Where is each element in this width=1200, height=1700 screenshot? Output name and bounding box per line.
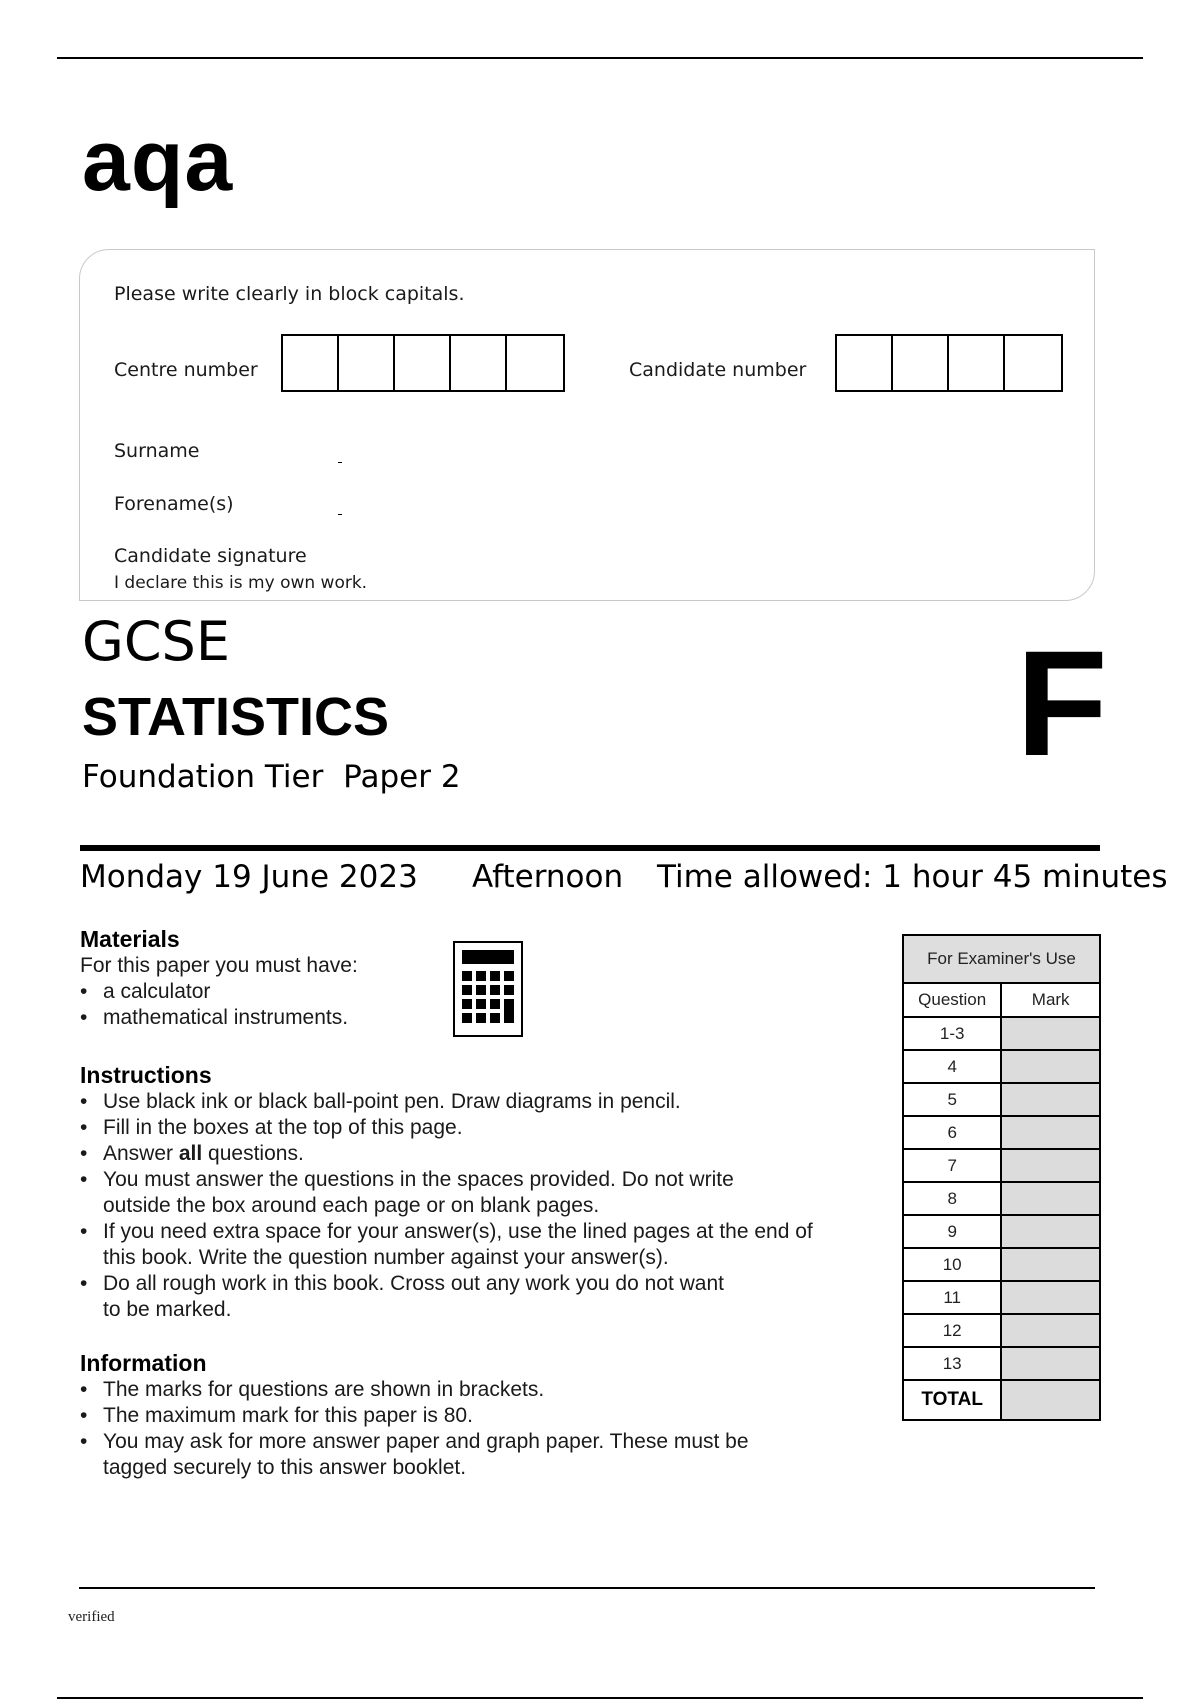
mark-cell[interactable]	[1001, 1017, 1100, 1050]
time-allowed: Time allowed: 1 hour 45 minutes	[657, 859, 1168, 895]
list-item: • If you need extra space for your answer(s), use the lined pages at the end of this book. Write the question number against your answer(s).	[80, 1219, 813, 1271]
mark-column-header: Mark	[1001, 983, 1100, 1017]
centre-digit-box[interactable]	[283, 336, 339, 390]
forename-field[interactable]	[338, 514, 342, 515]
top-rule	[57, 57, 1143, 59]
table-row	[903, 1347, 1100, 1380]
centre-digit-box[interactable]	[507, 336, 563, 390]
list-item: • Fill in the boxes at the top of this page.	[80, 1115, 813, 1141]
table-row	[903, 1314, 1100, 1347]
list-item: • You may ask for more answer paper and graph paper. These must be tagged securely to this answer booklet.	[80, 1429, 749, 1481]
table-row	[903, 1116, 1100, 1149]
candidate-digit-box[interactable]	[1005, 336, 1061, 390]
mark-cell[interactable]	[1001, 1281, 1100, 1314]
bottom-rule	[57, 1697, 1143, 1699]
mark-cell[interactable]	[1001, 1116, 1100, 1149]
list-item: • You must answer the questions in the spaces provided. Do not write outside the box around each page or on blank pages.	[80, 1167, 813, 1219]
list-item: • Use black ink or black ball-point pen. Draw diagrams in pencil.	[80, 1089, 813, 1115]
list-item: • a calculator	[80, 979, 348, 1005]
table-row	[903, 1182, 1100, 1215]
table-row	[903, 1050, 1100, 1083]
table-row	[903, 1149, 1100, 1182]
qualification-title: GCSE	[82, 610, 230, 673]
verified-watermark: verified	[68, 1609, 115, 1625]
tier-paper	[82, 759, 461, 795]
centre-number-boxes[interactable]	[281, 334, 565, 392]
question-cell: 9	[903, 1215, 1001, 1248]
total-label: TOTAL	[903, 1380, 1001, 1420]
table-row	[903, 1248, 1100, 1281]
materials-heading: Materials	[80, 926, 180, 952]
subject-title: STATISTICS	[82, 687, 389, 747]
paper-number: Paper 2	[343, 759, 461, 795]
question-cell: 6	[903, 1116, 1001, 1149]
surname-label: Surname	[114, 440, 200, 462]
title-divider	[80, 845, 1100, 851]
list-item: • Do all rough work in this book. Cross out any work you do not want to be marked.	[80, 1271, 813, 1323]
candidate-digit-box[interactable]	[949, 336, 1005, 390]
block-capitals-instruction: Please write clearly in block capitals.	[114, 283, 465, 305]
materials-list	[80, 979, 348, 1031]
tier-name: Foundation Tier	[82, 759, 324, 795]
question-cell: 8	[903, 1182, 1001, 1215]
mark-cell[interactable]	[1001, 1248, 1100, 1281]
candidate-number-boxes[interactable]	[835, 334, 1063, 392]
instructions-heading: Instructions	[80, 1062, 212, 1088]
question-cell: 1-3	[903, 1017, 1001, 1050]
candidate-details-box	[79, 249, 1095, 601]
centre-digit-box[interactable]	[339, 336, 395, 390]
mark-cell[interactable]	[1001, 1050, 1100, 1083]
question-cell: 11	[903, 1281, 1001, 1314]
declaration-text: I declare this is my own work.	[114, 573, 368, 593]
candidate-digit-box[interactable]	[893, 336, 949, 390]
signature-label: Candidate signature	[114, 545, 307, 567]
centre-digit-box[interactable]	[451, 336, 507, 390]
information-heading: Information	[80, 1350, 207, 1376]
candidate-digit-box[interactable]	[837, 336, 893, 390]
exam-date: Monday 19 June 2023	[80, 859, 418, 895]
table-row	[903, 1281, 1100, 1314]
total-row	[903, 1380, 1100, 1420]
information-list	[80, 1377, 749, 1481]
mark-cell[interactable]	[1001, 1314, 1100, 1347]
question-cell: 13	[903, 1347, 1001, 1380]
question-cell: 5	[903, 1083, 1001, 1116]
exam-session: Afternoon	[472, 859, 624, 895]
calculator-icon	[453, 941, 523, 1037]
mark-cell[interactable]	[1001, 1083, 1100, 1116]
question-cell: 7	[903, 1149, 1001, 1182]
surname-field[interactable]	[338, 462, 342, 463]
list-item: • mathematical instruments.	[80, 1005, 348, 1031]
list-item: • Answer all questions.	[80, 1141, 813, 1167]
mark-cell[interactable]	[1001, 1182, 1100, 1215]
question-cell: 12	[903, 1314, 1001, 1347]
aqa-logo: aqa	[82, 113, 234, 209]
mark-cell[interactable]	[1001, 1149, 1100, 1182]
footer-rule	[79, 1587, 1095, 1589]
mark-cell[interactable]	[1001, 1347, 1100, 1380]
mark-cell[interactable]	[1001, 1215, 1100, 1248]
question-cell: 4	[903, 1050, 1001, 1083]
question-column-header: Question	[903, 983, 1001, 1017]
candidate-number-label: Candidate number	[629, 359, 807, 381]
list-item: • The maximum mark for this paper is 80.	[80, 1403, 749, 1429]
table-row	[903, 1215, 1100, 1248]
total-mark-cell[interactable]	[1001, 1380, 1100, 1420]
centre-number-label: Centre number	[114, 359, 258, 381]
centre-digit-box[interactable]	[395, 336, 451, 390]
table-row	[903, 1083, 1100, 1116]
examiner-use-table	[902, 934, 1101, 1421]
forename-label: Forename(s)	[114, 493, 234, 515]
tier-letter: F	[1016, 619, 1108, 787]
examiner-table-title: For Examiner's Use	[903, 935, 1100, 983]
question-cell: 10	[903, 1248, 1001, 1281]
materials-intro: For this paper you must have:	[80, 954, 358, 977]
list-item: • The marks for questions are shown in brackets.	[80, 1377, 749, 1403]
table-row	[903, 1017, 1100, 1050]
instructions-list	[80, 1089, 813, 1323]
